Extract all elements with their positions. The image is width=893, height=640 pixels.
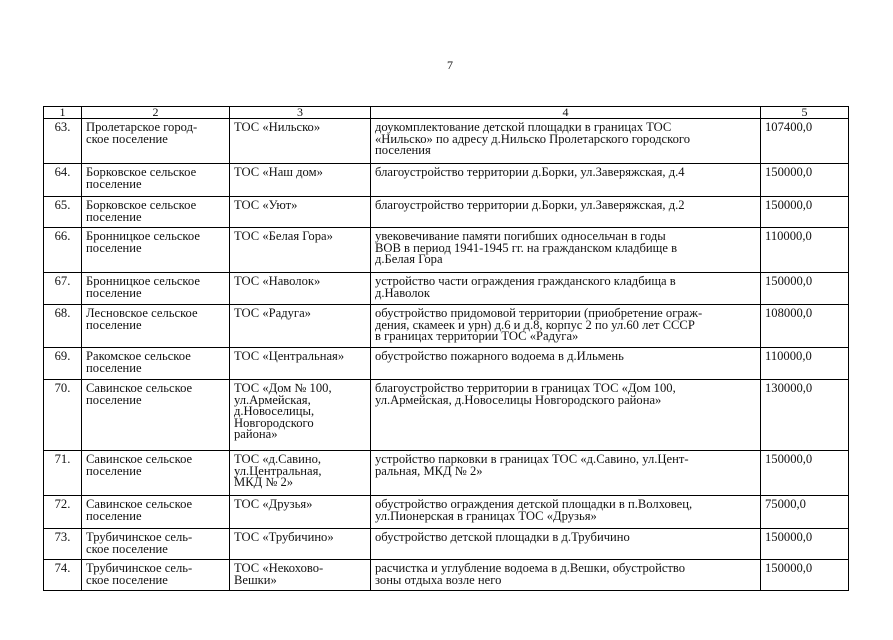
tos-cell: ТОС «Трубичино» (230, 529, 371, 560)
tos-cell: ТОС «Дом № 100, ул.Армейская, д.Новоселицы, Новгородского района» (230, 380, 371, 451)
description-cell: обустройство придомовой территории (приобретение ограж- дения, скамеек и урн) д.6 и д.8, корпус 2 по ул.60 лет СССР в границах территории ТОС «Радуга» (371, 305, 761, 348)
row-number: 67. (44, 273, 82, 305)
tos-cell: ТОС «Друзья» (230, 496, 371, 529)
page-number: 7 (447, 58, 453, 72)
column-header: 2 (82, 107, 230, 119)
settlement-cell: Борковское сельское поселение (82, 197, 230, 228)
description-cell: устройство парковки в границах ТОС «д.Савино, ул.Цент- ральная, МКД № 2» (371, 451, 761, 496)
settlement-cell: Бронницкое сельское поселение (82, 273, 230, 305)
tos-cell: ТОС «Уют» (230, 197, 371, 228)
settlement-cell: Трубичинское сель- ское поселение (82, 529, 230, 560)
description-cell: увековечивание памяти погибших односельчан в годы ВОВ в период 1941-1945 гг. на гражданском кладбище в д.Белая Гора (371, 228, 761, 273)
table-row (44, 348, 849, 380)
table-header-row (44, 107, 849, 119)
tos-cell: ТОС «д.Савино, ул.Центральная, МКД № 2» (230, 451, 371, 496)
tos-cell: ТОС «Центральная» (230, 348, 371, 380)
tos-cell: ТОС «Наш дом» (230, 164, 371, 197)
table-row (44, 496, 849, 529)
amount-cell: 107400,0 (761, 119, 849, 164)
row-number: 73. (44, 529, 82, 560)
table-row (44, 560, 849, 591)
description-cell: благоустройство территории д.Борки, ул.Заверяжская, д.2 (371, 197, 761, 228)
column-header: 4 (371, 107, 761, 119)
row-number: 72. (44, 496, 82, 529)
description-cell: расчистка и углубление водоема в д.Вешки, обустройство зоны отдыха возле него (371, 560, 761, 591)
tos-cell: ТОС «Наволок» (230, 273, 371, 305)
amount-cell: 150000,0 (761, 560, 849, 591)
table-row (44, 529, 849, 560)
amount-cell: 150000,0 (761, 529, 849, 560)
row-number: 74. (44, 560, 82, 591)
table-row (44, 380, 849, 451)
description-cell: обустройство пожарного водоема в д.Ильмень (371, 348, 761, 380)
description-cell: благоустройство территории в границах ТОС «Дом 100, ул.Армейская, д.Новоселицы Новгородского района» (371, 380, 761, 451)
tos-cell: ТОС «Нильско» (230, 119, 371, 164)
settlement-cell: Трубичинское сель- ское поселение (82, 560, 230, 591)
amount-cell: 108000,0 (761, 305, 849, 348)
row-number: 69. (44, 348, 82, 380)
tos-cell: ТОС «Радуга» (230, 305, 371, 348)
row-number: 68. (44, 305, 82, 348)
settlement-cell: Савинское сельское поселение (82, 451, 230, 496)
amount-cell: 150000,0 (761, 197, 849, 228)
row-number: 66. (44, 228, 82, 273)
amount-cell: 150000,0 (761, 451, 849, 496)
description-cell: обустройство ограждения детской площадки в п.Волховец, ул.Пионерская в границах ТОС «Друзья» (371, 496, 761, 529)
settlement-cell: Лесновское сельское поселение (82, 305, 230, 348)
table-row (44, 305, 849, 348)
table-row (44, 228, 849, 273)
row-number: 65. (44, 197, 82, 228)
row-number: 63. (44, 119, 82, 164)
description-cell: устройство части ограждения гражданского кладбища в д.Наволок (371, 273, 761, 305)
tos-projects-table (43, 106, 849, 591)
table-row (44, 197, 849, 228)
row-number: 71. (44, 451, 82, 496)
amount-cell: 110000,0 (761, 228, 849, 273)
settlement-cell: Ракомское сельское поселение (82, 348, 230, 380)
column-header: 3 (230, 107, 371, 119)
settlement-cell: Савинское сельское поселение (82, 496, 230, 529)
amount-cell: 150000,0 (761, 164, 849, 197)
table-row (44, 273, 849, 305)
table-row (44, 164, 849, 197)
table-row (44, 119, 849, 164)
description-cell: благоустройство территории д.Борки, ул.Заверяжская, д.4 (371, 164, 761, 197)
table-row (44, 451, 849, 496)
tos-cell: ТОС «Белая Гора» (230, 228, 371, 273)
row-number: 70. (44, 380, 82, 451)
row-number: 64. (44, 164, 82, 197)
amount-cell: 75000,0 (761, 496, 849, 529)
amount-cell: 150000,0 (761, 273, 849, 305)
description-cell: доукомплектование детской площадки в границах ТОС «Нильско» по адресу д.Нильско Пролетарского городского поселения (371, 119, 761, 164)
column-header: 1 (44, 107, 82, 119)
amount-cell: 130000,0 (761, 380, 849, 451)
settlement-cell: Борковское сельское поселение (82, 164, 230, 197)
tos-cell: ТОС «Некохово- Вешки» (230, 560, 371, 591)
amount-cell: 110000,0 (761, 348, 849, 380)
settlement-cell: Савинское сельское поселение (82, 380, 230, 451)
column-header: 5 (761, 107, 849, 119)
settlement-cell: Пролетарское город- ское поселение (82, 119, 230, 164)
description-cell: обустройство детской площадки в д.Трубичино (371, 529, 761, 560)
settlement-cell: Бронницкое сельское поселение (82, 228, 230, 273)
